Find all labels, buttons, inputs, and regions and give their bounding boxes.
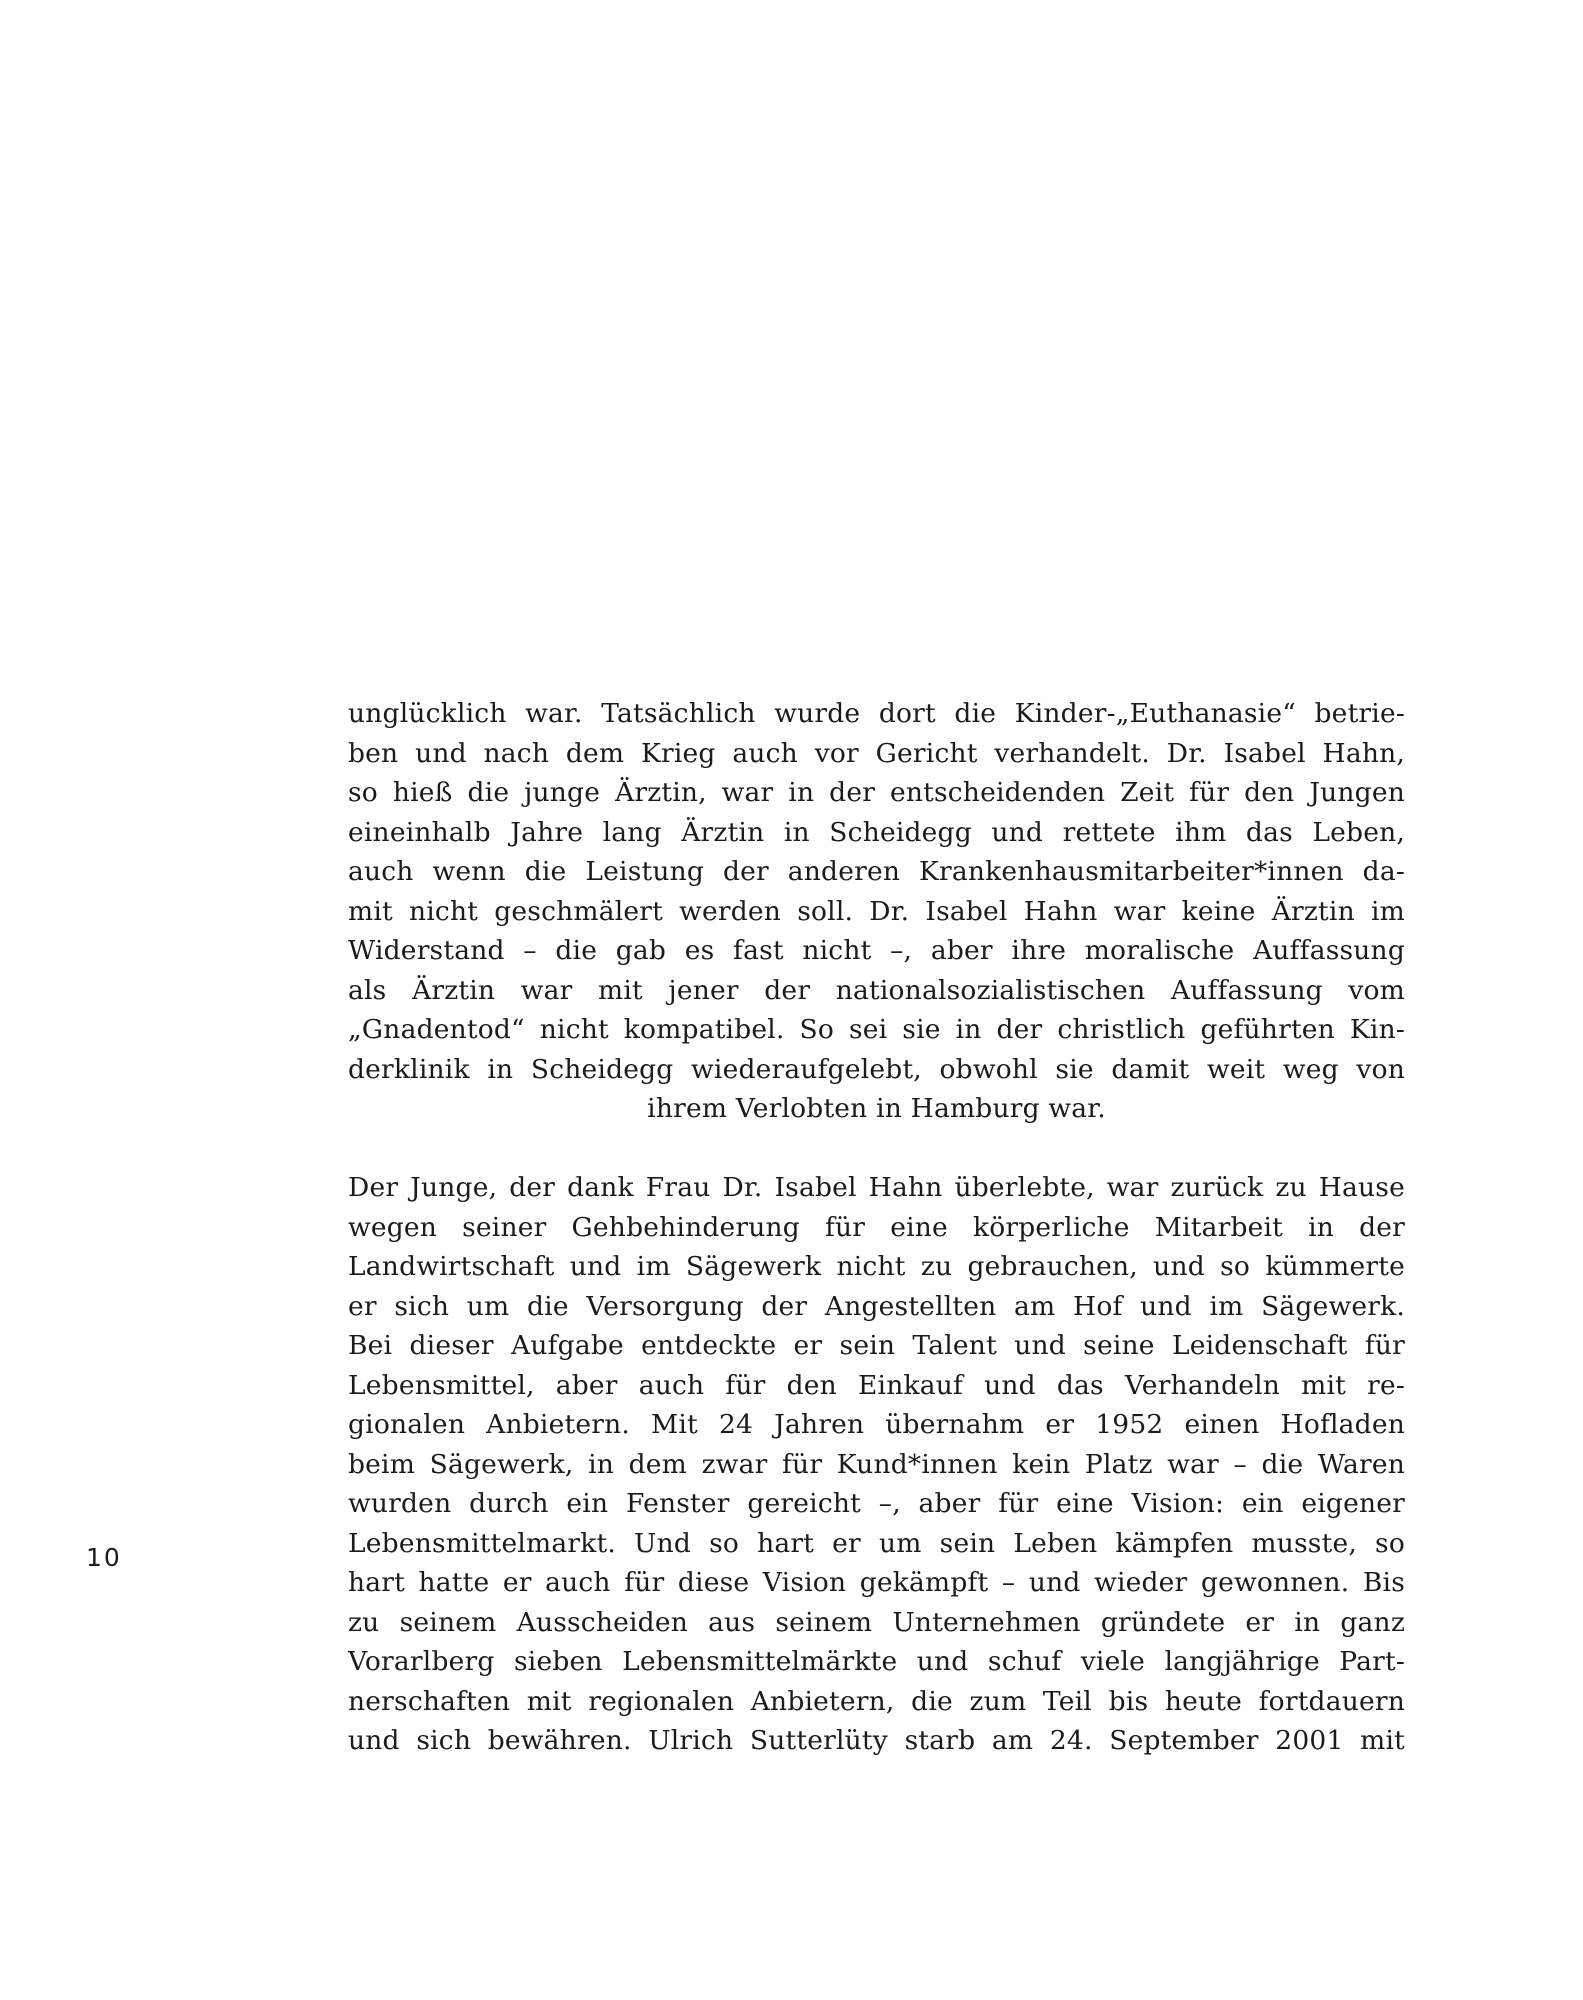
text-line: Vorarlberg sieben Lebensmittelmärkte und schuf viele langjährige Part- [348,1646,1405,1677]
text-line: zu seinem Ausscheiden aus seinem Unternehmen gründete er in ganz [348,1606,1405,1638]
text-line: mit nicht geschmälert werden soll. Dr. Isabel Hahn war keine Ärztin im [348,895,1405,927]
text-line: eineinhalb Jahre lang Ärztin in Scheidegg und rettete ihm das Leben, [348,816,1405,848]
text-line: derklinik in Scheidegg wiederaufgelebt, obwohl sie damit weit weg von [348,1053,1405,1085]
text-line: er sich um die Versorgung der Angestellten am Hof und im Sägewerk. [348,1290,1405,1322]
text-line: beim Sägewerk, in dem zwar für Kund*innen kein Platz war – die Waren [348,1448,1405,1480]
text-line: Widerstand – die gab es fast nicht –, aber ihre moralische Auffassung [348,935,1405,966]
body-paragraph-1 [348,694,1405,1129]
text-line: Der Junge, der dank Frau Dr. Isabel Hahn überlebte, war zurück zu Hause [348,1172,1405,1203]
text-line: wegen seiner Gehbehinderung für eine körperliche Mitarbeit in der [348,1211,1405,1243]
page-number: 10 [86,1543,122,1572]
text-line: wurden durch ein Fenster gereicht –, aber für eine Vision: ein eigener [348,1488,1405,1519]
text-line-last: ihrem Verlobten in Hamburg war. [647,1093,1106,1124]
text-line: Bei dieser Aufgabe entdeckte er sein Talent und seine Leidenschaft für [348,1330,1405,1361]
text-line: als Ärztin war mit jener der nationalsozialistischen Auffassung vom [348,974,1405,1006]
text-line: auch wenn die Leistung der anderen Krankenhausmitarbeiter*innen da- [348,856,1405,887]
text-line: unglücklich war. Tatsächlich wurde dort die Kinder-„Euthanasie“ betrie- [348,698,1405,729]
body-paragraph-2 [348,1168,1405,1761]
text-line: hart hatte er auch für diese Vision gekämpft – und wieder gewonnen. Bis [348,1567,1405,1598]
text-line: ben und nach dem Krieg auch vor Gericht verhandelt. Dr. Isabel Hahn, [348,737,1405,769]
text-line: „Gnadentod“ nicht kompatibel. So sei sie in der christlich geführten Kin- [348,1014,1405,1045]
text-line: so hieß die junge Ärztin, war in der entscheidenden Zeit für den Jungen [348,777,1405,808]
text-line: Landwirtschaft und im Sägewerk nicht zu gebrauchen, und so kümmerte [348,1251,1405,1282]
text-line: gionalen Anbietern. Mit 24 Jahren übernahm er 1952 einen Hofladen [348,1409,1405,1440]
text-line: Lebensmittelmarkt. Und so hart er um sein Leben kämpfen musste, so [348,1527,1405,1559]
text-line: nerschaften mit regionalen Anbietern, die zum Teil bis heute fortdauern [348,1685,1405,1717]
text-line: und sich bewähren. Ulrich Sutterlüty starb am 24. September 2001 mit [348,1725,1405,1756]
text-line: Lebensmittel, aber auch für den Einkauf und das Verhandeln mit re- [348,1369,1405,1401]
